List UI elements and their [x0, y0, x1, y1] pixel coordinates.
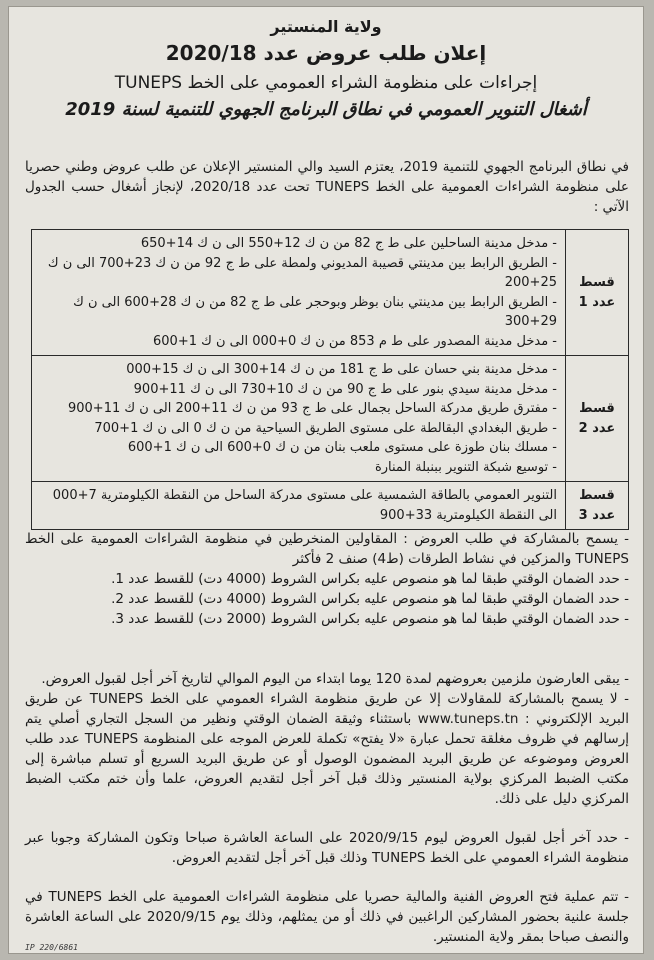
guarantee-line: - حدد الضمان الوقتي طبقا لما هو منصوص عليه بكراس الشروط (2000 دت) للقسط عدد 3.	[25, 609, 629, 629]
lot-label-cell	[566, 482, 629, 530]
opening-section	[25, 887, 629, 947]
lot-number: عدد 2	[578, 420, 616, 436]
work-item: - مدخل مدينة بني حسان على ط ج 181 من ن ك 14+300 الى ن ك 15+000	[126, 362, 557, 377]
submission-paragraph: - لا يسمح بالمشاركة للمقاولات إلا عن طريق منظومة الشراء العمومي على الخط TUNEPS عن طريق البريد الإلكتروني : www.tuneps.tn باستثناء وثيقة الضمان الوقتي ونظير من السجل التجاري أصلي يتم إرسالهم في ظروف مغلقة تحمل عبارة «لا يفتح» تكملة للعرض الموجه على المنظومة TUNEPS عدد طلب العروض وموضوعه عن طريق البريد المضمون الوصول أو عن طريق البريد السريع أو تسلم مباشرة إلى مكتب الضبط المركزي بولاية المنستير وذلك قبل آخر أجل لتقديم العروض، علما وأن ختم مكتب الضبط المركزي دليل على ذلك.	[25, 689, 629, 809]
work-item: التنوير العمومي بالطاقة الشمسية على مستوى مدركة الساحل من النقطة الكيلومترية 7+000 الى النقطة الكيلومترية 33+900	[52, 488, 557, 523]
lot-row-2	[32, 356, 629, 482]
lot-works-cell	[32, 356, 566, 482]
work-item: - مفترق طريق مدركة الساحل بجمال على ط ج 93 من ن ك 11+200 الى ن ك 11+900	[67, 401, 557, 416]
work-item: - الطريق الرابط بين مدينتي بنان بوظر وبوحجر على ط ج 82 من ن ك 28+600 الى ن ك 29+300	[73, 294, 557, 329]
conditions-section	[25, 669, 629, 809]
work-item: - مسلك بنان طوزة على مستوى ملعب بنان من ن ك 0+600 الى ن ك 1+600	[127, 440, 557, 455]
lot-works-cell	[32, 230, 566, 356]
work-item: - الطريق الرابط بين مدينتي قصيبة المديوني ولمطة على ط ج 92 من ن ك 23+700 الى ن ك 25+200	[47, 255, 557, 290]
lot-number: عدد 1	[578, 294, 616, 310]
announcement-title: إعلان طلب عروض عدد 2020/18	[165, 41, 487, 65]
opening-paragraph: - تتم عملية فتح العروض الفنية والمالية حصريا على منظومة الشراءات العمومية على الخط TUNEPS في جلسة علنية بحضور المشاركين الراغبين في ذلك أو من يمثلهم، وذلك يوم 2020/9/15 على الساعة العاشرة والنصف صباحا بمقر ولاية المنستير.	[25, 887, 629, 947]
lot-row-1	[32, 230, 629, 356]
procedure-subtitle: إجراءات على منظومة الشراء العمومي على الخط TUNEPS	[114, 73, 538, 93]
wilaya-heading: ولاية المنستير	[270, 17, 382, 36]
guarantee-line: - حدد الضمان الوقتي طبقا لما هو منصوص عليه بكراس الشروط (4000 دت) للقسط عدد 1.	[25, 569, 629, 589]
participation-paragraph: - يسمح بالمشاركة في طلب العروض : المقاولين المنخرطين في منظومة الشراءات العمومية على الخط TUNEPS والمزكين في نشاط الطرقات (ط4) صنف 2 فأكثر	[25, 529, 629, 569]
publication-reference: IP 220/6861	[25, 943, 78, 952]
subject-subtitle: أشغال التنوير العمومي في نطاق البرنامج الجهوي للتنمية لسنة 2019	[65, 99, 587, 120]
guarantee-line: - حدد الضمان الوقتي طبقا لما هو منصوص عليه بكراس الشروط (4000 دت) للقسط عدد 2.	[25, 589, 629, 609]
work-item: - مدخل مدينة المصدور على ط م 853 من ن ك 0+000 الى ن ك 1+600	[152, 333, 557, 349]
work-item: - مدخل مدينة الساحلين على ط ج 82 من ن ك 12+550 الى ن ك 14+650	[140, 236, 557, 251]
validity-paragraph: - يبقى العارضون ملزمين بعروضهم لمدة 120 يوما ابتداء من اليوم الموالي لتاريخ آخر أجل لقبول العروض.	[25, 669, 629, 689]
lots-table	[31, 229, 629, 530]
lot-label-cell	[566, 356, 629, 482]
lot-label: قسط	[579, 487, 615, 503]
participation-section	[25, 529, 629, 629]
lot-works-cell	[32, 482, 566, 530]
lot-number: عدد 3	[578, 507, 616, 523]
lot-row-3	[32, 482, 629, 530]
intro-paragraph: في نطاق البرنامج الجهوي للتنمية 2019، يعتزم السيد والي المنستير الإعلان عن طلب عروض وطني حصريا على منظومة الشراءات العمومية على الخط TUNEPS تحت عدد 2020/18، لإنجاز أشغال حسب الجدول الآتي :	[25, 159, 629, 215]
lot-label: قسط	[579, 400, 615, 416]
work-item: - طريق البغدادي البقالطة على مستوى الطريق السياحية من ن ك 0 الى ن ك 1+700	[94, 420, 557, 436]
newspaper-page	[8, 6, 644, 954]
deadline-paragraph: - حدد آخر أجل لقبول العروض ليوم 2020/9/15 على الساعة العاشرة صباحا وتكون المشاركة وجوبا عبر منظومة الشراء العمومي على الخط TUNEPS وذلك قبل آخر أجل لتقديم العروض.	[25, 828, 629, 868]
deadline-section	[25, 828, 629, 868]
work-item: - توسيع شبكة التنوير ببنبلة المنارة	[374, 459, 557, 475]
lot-label: قسط	[579, 274, 615, 290]
lot-label-cell	[566, 230, 629, 356]
work-item: - مدخل مدينة سيدي بنور على ط ج 90 من ن ك 10+730 الى ن ك 11+900	[133, 381, 557, 397]
